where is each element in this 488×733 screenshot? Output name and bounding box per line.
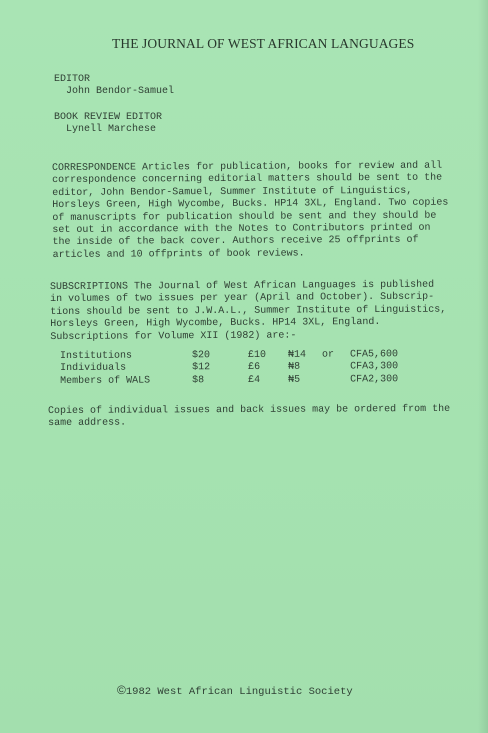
- editor-label: EDITOR: [54, 74, 91, 85]
- rate-cfa: CFA3,300: [350, 361, 399, 373]
- rate-ngn: ₦8: [288, 362, 301, 374]
- rate-gbp: £10: [247, 349, 267, 362]
- subscriptions-line: tions should be sent to J.W.A.L., Summer Institute of Linguistics,: [50, 304, 447, 318]
- book-review-editor-name: Lynell Marchese: [66, 124, 157, 136]
- subscription-rates-table: [60, 349, 440, 388]
- page-edge-shadow: [478, 0, 488, 733]
- back-issues-section: [48, 404, 450, 431]
- rate-row-members: [60, 374, 440, 388]
- rate-category: Institutions: [60, 350, 133, 362]
- rate-ngn: ₦5: [288, 374, 301, 386]
- correspondence-section: [52, 161, 449, 263]
- correspondence-line: set out in accordance with the Notes to Contributors printed on: [52, 222, 431, 237]
- subscriptions-line: in volumes of two issues per year (April and October). Subscrip-: [50, 292, 435, 306]
- rate-or: or: [321, 349, 335, 361]
- correspondence-line: of manuscripts for publication should be sent and they should be: [52, 210, 437, 224]
- correspondence-line: correspondence concerning editorial matters should be sent to the: [52, 173, 443, 187]
- subscriptions-line: Horsleys Green, High Wycombe, Bucks. HP14 3XL, England.: [50, 317, 381, 331]
- editor-section: [54, 74, 174, 99]
- copyright-text: 1982 West African Linguistic Society: [125, 686, 353, 698]
- back-issues-line: Copies of individual issues and back issues may be ordered from the: [48, 403, 451, 417]
- correspondence-line: CORRESPONDENCE Articles for publication, books for review and all: [52, 160, 443, 174]
- book-review-editor-section: [54, 112, 162, 137]
- rate-usd: $12: [192, 362, 211, 374]
- rate-category: Members of WALS: [60, 375, 151, 387]
- correspondence-line: articles and 10 offprints of book reviews.: [52, 248, 305, 261]
- editor-name: John Bendor-Samuel: [66, 86, 175, 98]
- rate-usd: $20: [191, 350, 211, 362]
- rate-ngn: ₦14: [287, 349, 307, 361]
- subscriptions-line: Subscriptions for Volume XII (1982) are:-: [50, 330, 297, 343]
- copyright-footer: [117, 683, 353, 698]
- book-review-editor-label: BOOK REVIEW EDITOR: [54, 112, 163, 123]
- correspondence-line: the inside of the back cover. Authors receive 25 offprints of: [52, 235, 419, 249]
- correspondence-line: Horsleys Green, High Wycombe, Bucks. HP14 3XL, England. Two copies: [52, 197, 449, 212]
- copyright-icon: ©: [117, 683, 126, 697]
- correspondence-line: editor, John Bendor-Samuel, Summer Institute of Linguistics,: [52, 185, 413, 199]
- back-issues-line: same address.: [48, 417, 127, 430]
- subscriptions-line: SUBSCRIPTIONS The Journal of West African Languages is published: [50, 279, 435, 293]
- rate-gbp: £4: [248, 374, 261, 386]
- rate-gbp: £6: [248, 362, 261, 374]
- rate-category: Individuals: [60, 363, 127, 375]
- subscriptions-section: [50, 280, 446, 344]
- rate-cfa: CFA2,300: [350, 374, 399, 386]
- rate-usd: $8: [192, 375, 205, 387]
- journal-title: THE JOURNAL OF WEST AFRICAN LANGUAGES: [112, 36, 415, 51]
- rate-cfa: CFA5,600: [349, 349, 399, 361]
